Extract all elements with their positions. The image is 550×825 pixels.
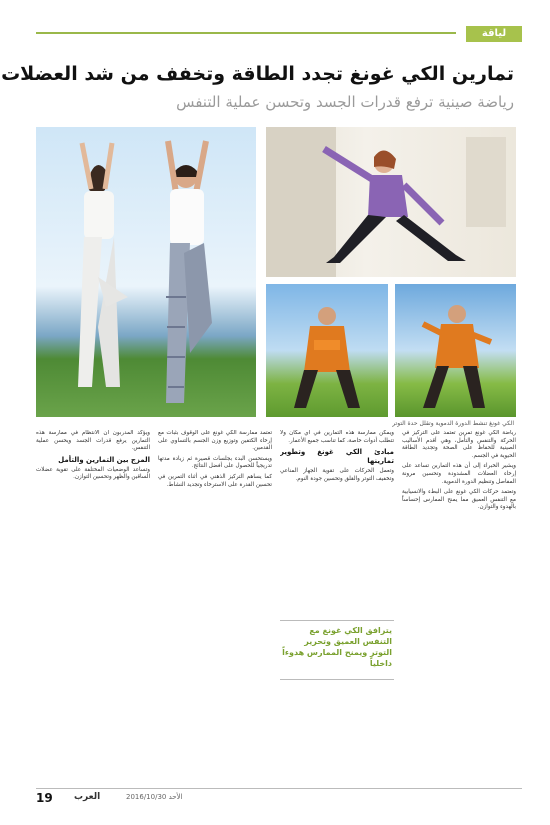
paragraph: وتساعد الوضعيات المختلفة على تقوية عضلات الساقين والظهر وتحسين التوازن. bbox=[36, 466, 150, 481]
paragraph: ويشير الخبراء إلى أن هذه التمارين تساعد على إرخاء العضلات المشدودة وتحسين مرونة المفاصل وتنظيم الدورة الدموية. bbox=[402, 463, 516, 485]
paragraph: ويمكن ممارسة هذه التمارين في أي مكان ولا تتطلب أدوات خاصة، كما تناسب جميع الأعمار. bbox=[280, 430, 394, 444]
monk-illustration-1 bbox=[266, 284, 388, 417]
section-tag: لياقة bbox=[466, 26, 522, 42]
paragraph: وتعمل الحركات على تقوية الجهاز المناعي وتخفيف التوتر والقلق وتحسين جودة النوم. bbox=[280, 468, 394, 482]
article-column-3 bbox=[158, 430, 272, 775]
couple-illustration bbox=[36, 127, 256, 417]
photo-monk-stance-2 bbox=[395, 284, 516, 417]
photo-woman-qigong bbox=[266, 127, 516, 277]
column-subheading: مبادئ الكي غونغ وتطوير تمارينها bbox=[280, 448, 394, 466]
headline: تمارين الكي غونغ تجدد الطاقة وتخفف من شد العضلات bbox=[1, 63, 514, 85]
photo-couple-tree-pose bbox=[36, 127, 256, 417]
paragraph: ويستحسن البدء بجلسات قصيرة ثم زيادة مدتها تدريجياً للحصول على أفضل النتائج. bbox=[158, 455, 272, 470]
paragraph: ويؤكد المدربون أن الانتظام في ممارسة هذه التمارين يرفع قدرات الجسد ويحسن عملية التنفس. bbox=[36, 430, 150, 452]
subheadline: رياضة صينية ترفع قدرات الجسد وتحسن عملية التنفس bbox=[176, 93, 514, 111]
pull-quote: يترافق الكي غونغ مع التنفس العميق وتحرير التوتر ويمنح الممارس هدوءاً داخلياً bbox=[280, 620, 394, 680]
issue-date: الأحد 2016/10/30 bbox=[126, 793, 183, 801]
article-column-4 bbox=[36, 430, 150, 775]
paragraph: كما يساهم التركيز الذهني في أثناء التمرين في تحسين القدرة على الاسترخاء وتجديد النشاط. bbox=[158, 473, 272, 488]
paragraph: تعتمد ممارسة الكي غونغ على الوقوف بثبات مع إرخاء الكتفين وتوزيع وزن الجسم بالتساوي على القدمين. bbox=[158, 430, 272, 452]
photo-caption: الكي غونغ تنشط الدورة الدموية وتقلل حدة التوتر bbox=[392, 420, 514, 427]
monk-illustration-2 bbox=[395, 284, 516, 417]
article-column-2 bbox=[280, 430, 394, 775]
paragraph: رياضة الكي غونغ تمرين تعتمد على التركيز في الحركة والتنفس والتأمل، وهي أقدم الأساليب الصينية للحفاظ على الصحة وتجديد الطاقة الحيوية في الجسم. bbox=[402, 430, 516, 459]
paragraph: وتعتمد حركات الكي غونغ على البطء والانسيابية مع التنفس العميق مما يمنح الممارس إحساساً بالهدوء والتوازن. bbox=[402, 489, 516, 511]
page-number: 19 bbox=[36, 791, 53, 805]
section-rule bbox=[36, 32, 456, 34]
woman-illustration bbox=[266, 127, 516, 277]
article-column-1 bbox=[402, 430, 516, 775]
page-footer bbox=[36, 788, 522, 803]
photo-monk-stance-1 bbox=[266, 284, 388, 417]
column-subheading: المزج بين التمارين والتأمل bbox=[58, 455, 150, 464]
section-bar bbox=[36, 26, 522, 40]
newspaper-brand: العرب bbox=[74, 792, 101, 802]
